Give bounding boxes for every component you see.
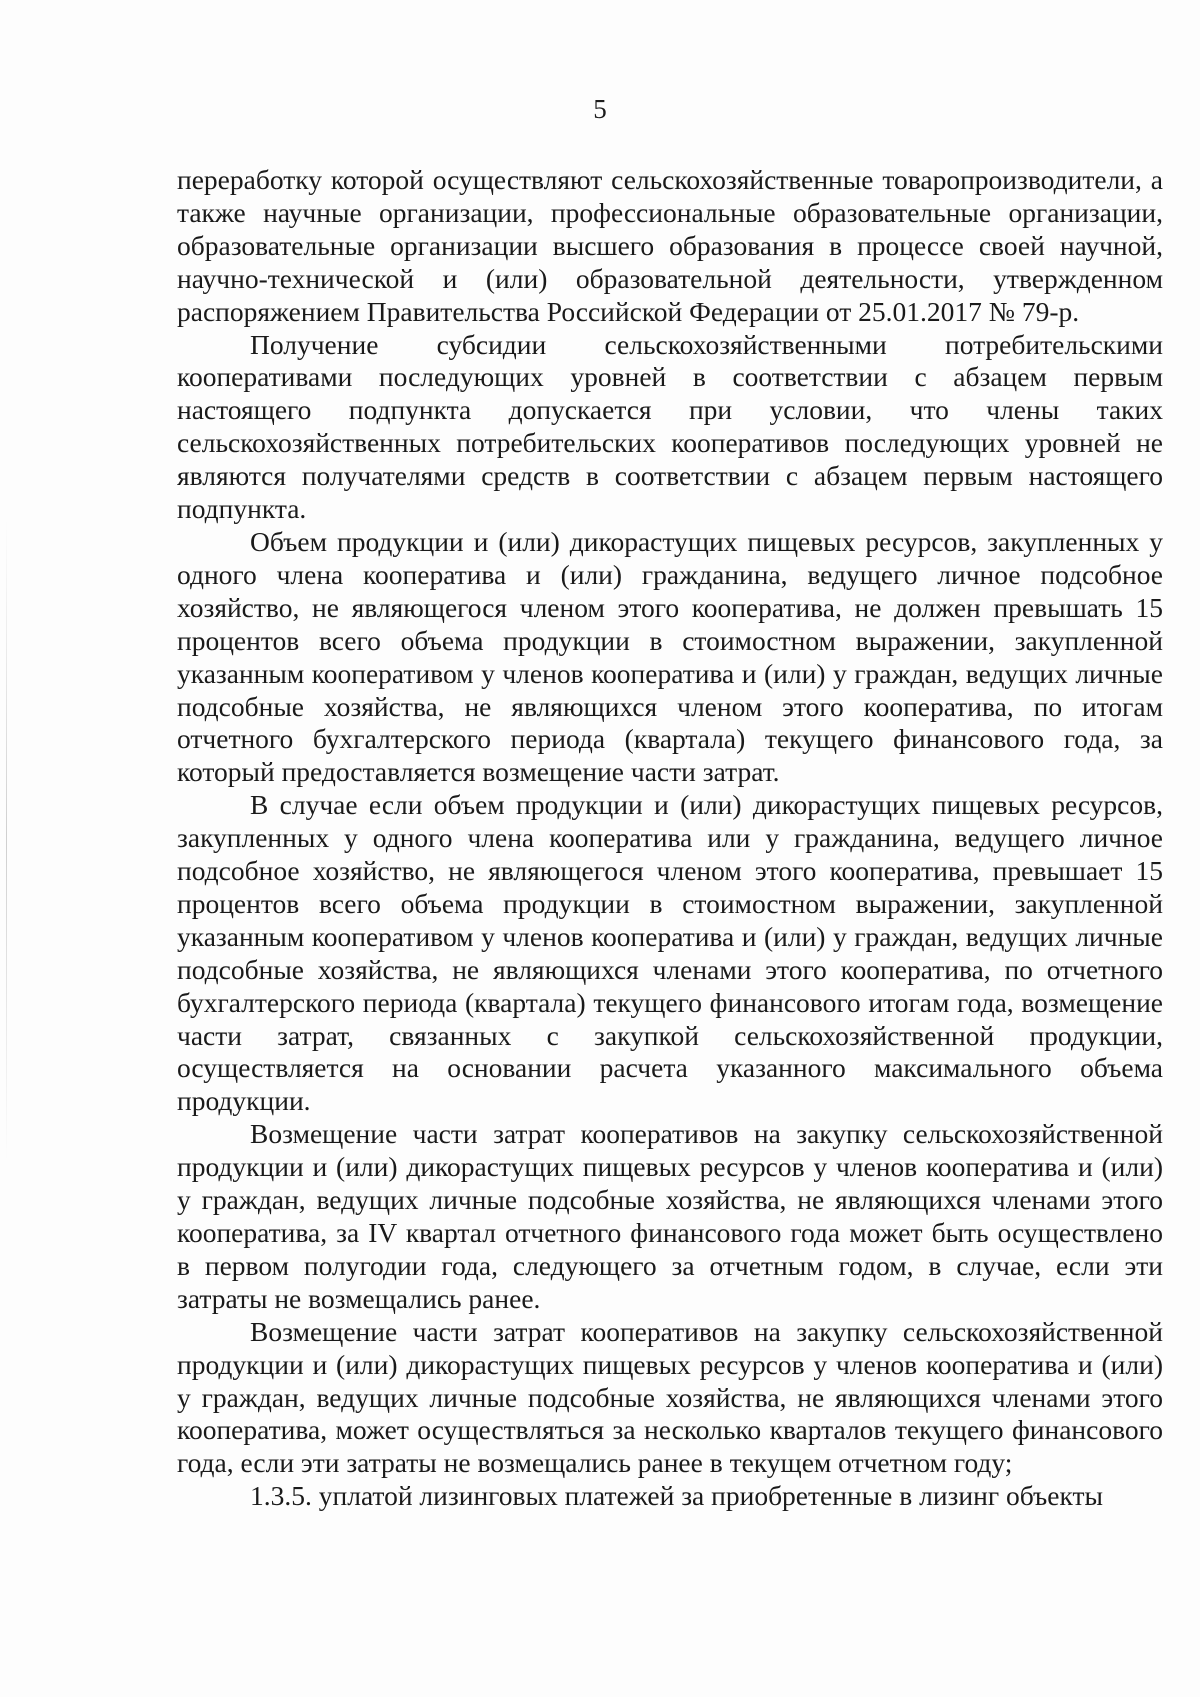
paragraph-excess-volume: В случае если объем продукции и (или) дикорастущих пищевых ресурсов, закупленных у одного члена кооператива или у гражданина, ведущего личное подсобное хозяйство, не являющегося членом этого кооператива, превышает 15 процентов всего объема продукции в стоимостном выражении, закупленной указанным кооперативом у членов кооператива и (или) у граждан, ведущих личные подсобные хозяйства, не являющихся членами этого кооператива, по отчетного бухгалтерского периода (квартала) текущего финансового итогам года, возмещение части затрат, связанных с закупкой сельскохозяйственной продукции, осуществляется на основании расчета указанного максимального объема продукции. — [177, 789, 1163, 1117]
paragraph-several-quarters: Возмещение части затрат кооперативов на закупку сельскохозяйственной продукции и (или) дикорастущих пищевых ресурсов у членов кооператива и (или) у граждан, ведущих личные подсобные хозяйства, не являющихся членами этого кооператива, может осуществляться за несколько кварталов текущего финансового года, если эти затраты не возмещались ранее в текущем отчетном году; — [177, 1315, 1163, 1479]
document-body — [177, 164, 1163, 1513]
page-number: 5 — [593, 94, 607, 124]
scan-edge-line — [6, 520, 7, 1160]
paragraph-subsidy-condition: Получение субсидии сельскохозяйственными потребительскими кооперативами последующих уровней в соответствии с абзацем первым настоящего подпункта допускается при условии, что члены таких сельскохозяйственных потребительских кооперативов последующих уровней не являются получателями средств в соответствии с абзацем первым настоящего подпункта. — [177, 328, 1163, 525]
paragraph-leasing-item: 1.3.5. уплатой лизинговых платежей за приобретенные в лизинг объекты — [250, 1480, 1103, 1512]
paragraph-volume-limit: Объем продукции и (или) дикорастущих пищевых ресурсов, закупленных у одного члена кооператива и (или) гражданина, ведущего личное подсобное хозяйство, не являющегося членом этого кооператива, не должен превышать 15 процентов всего объема продукции в стоимостном выражении, закупленной указанным кооперативом у членов кооператива и (или) у граждан, ведущих личные подсобные хозяйства, не являющихся членом этого кооператива, по итогам отчетного бухгалтерского периода (квартала) текущего финансового года, за который предоставляется возмещение части затрат. — [177, 525, 1163, 788]
paragraph-fourth-quarter: Возмещение части затрат кооперативов на закупку сельскохозяйственной продукции и (или) дикорастущих пищевых ресурсов у членов кооператива и (или) у граждан, ведущих личные подсобные хозяйства, не являющихся членами этого кооператива, за IV квартал отчетного финансового года может быть осуществлено в первом полугодии года, следующего за отчетным годом, в случае, если эти затраты не возмещались ранее. — [177, 1118, 1163, 1314]
paragraph-continuation: переработку которой осуществляют сельскохозяйственные товаропроизводители, а также научные организации, профессиональные образовательные организации, образовательные организации высшего образования в процессе своей научной, научно-технической и (или) образовательной деятельности, утвержденном распоряжением Правительства Российской Федерации от 25.01.2017 № 79-р. — [177, 164, 1163, 327]
